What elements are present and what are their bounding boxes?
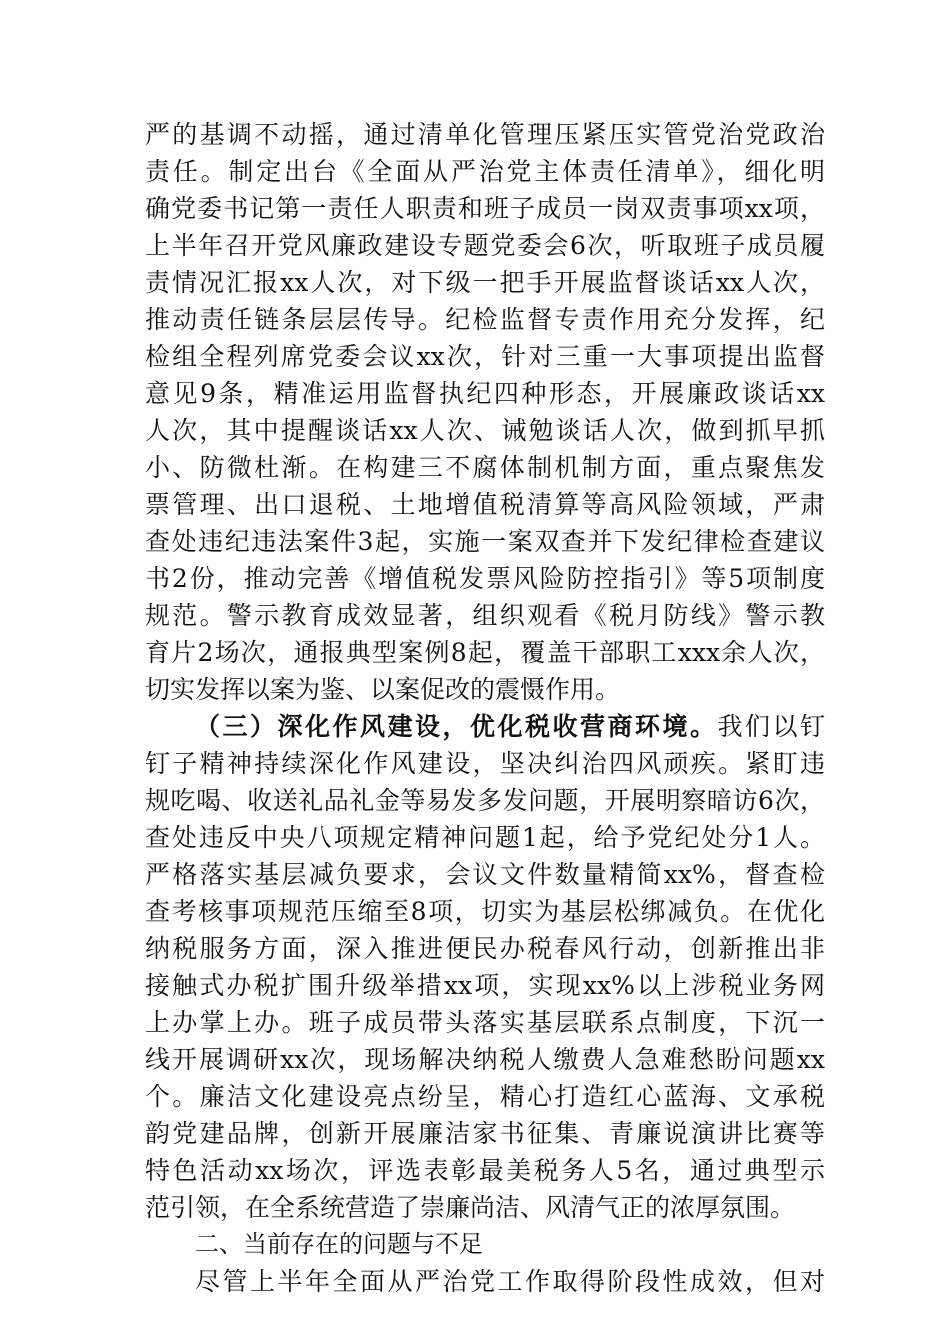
text-line: 责情况汇报xx人次，对下级一把手开展监督谈话xx人次， xyxy=(145,268,825,297)
text-line: 意见9条，精准运用监督执纪四种形态，开展廉政谈话xx xyxy=(145,379,825,408)
part-2-first-line: 尽管上半年全面从严治党工作取得阶段性成效，但对 xyxy=(195,1267,825,1296)
text-line: 规吃喝、收送礼品礼金等易发多发问题，开展明察暗访6次， xyxy=(145,786,825,815)
section-3-first-line xyxy=(145,708,825,745)
text-line: 严格落实基层减负要求，会议文件数量精简xx%，督查检 xyxy=(145,860,825,889)
text-line: 个。廉洁文化建设亮点纷呈，精心打造红心蓝海、文承税 xyxy=(145,1082,825,1111)
paragraph-section-3 xyxy=(145,708,825,1226)
text-line: 育片2场次，通报典型案例8起，覆盖干部职工xxx余人次， xyxy=(145,638,825,667)
text-line: 韵党建品牌，创新开展廉洁家书征集、青廉说演讲比赛等 xyxy=(145,1119,825,1148)
document-page xyxy=(145,116,825,1300)
text-line: 检组全程列席党委会议xx次，针对三重一大事项提出监督 xyxy=(145,342,825,371)
text-line: 推动责任链条层层传导。纪检监督专责作用充分发挥，纪 xyxy=(145,305,825,334)
text-line: 特色活动xx场次，评选表彰最美税务人5名，通过典型示 xyxy=(145,1156,825,1185)
text-line: 人次，其中提醒谈话xx人次、诫勉谈话人次，做到抓早抓 xyxy=(145,416,825,445)
text-line: 查考核事项规范压缩至8项，切实为基层松绑减负。在优化 xyxy=(145,897,825,926)
text-line: 上半年召开党风廉政建设专题党委会6次，听取班子成员履 xyxy=(145,231,825,260)
text-line: 范引领，在全系统营造了崇廉尚洁、风清气正的浓厚氛围。 xyxy=(145,1193,796,1222)
section-3-first-line-text: 我们以钉 xyxy=(717,712,825,741)
text-line: 严的基调不动摇，通过清单化管理压紧压实管党治党政治 xyxy=(145,120,825,149)
text-line: 上办掌上办。班子成员带头落实基层联系点制度，下沉一 xyxy=(145,1008,825,1037)
text-line: 钉子精神持续深化作风建设，坚决纠治四风顽疾。紧盯违 xyxy=(145,749,825,778)
text-line: 切实发挥以案为鉴、以案促改的震慑作用。 xyxy=(145,675,621,704)
text-line: 票管理、出口退税、土地增值税清算等高风险领域，严肃 xyxy=(145,490,825,519)
text-line: 确党委书记第一责任人职责和班子成员一岗双责事项xx项， xyxy=(145,194,825,223)
text-line: 接触式办税扩围升级举措xx项，实现xx%以上涉税业务网 xyxy=(145,971,825,1000)
part-2-heading: 二、当前存在的问题与不足 xyxy=(195,1230,483,1258)
text-line: 规范。警示教育成效显著，组织观看《税月防线》警示教 xyxy=(145,601,825,630)
text-line: 线开展调研xx次，现场解决纳税人缴费人急难愁盼问题xx xyxy=(145,1045,825,1074)
text-line: 书2份，推动完善《增值税发票风险防控指引》等5项制度 xyxy=(145,564,825,593)
paragraph-section-2 xyxy=(145,116,825,708)
text-line: 查处违反中央八项规定精神问题1起，给予党纪处分1人。 xyxy=(145,823,825,852)
text-line: 责任。制定出台《全面从严治党主体责任清单》，细化明 xyxy=(145,157,825,186)
text-line: 小、防微杜渐。在构建三不腐体制机制方面，重点聚焦发 xyxy=(145,453,825,482)
section-3-heading: （三）深化作风建设，优化税收营商环境。 xyxy=(195,712,718,741)
text-line: 查处违纪违法案件3起，实施一案双查并下发纪律检查建议 xyxy=(145,527,825,556)
text-line: 纳税服务方面，深入推进便民办税春风行动，创新推出非 xyxy=(145,934,825,963)
